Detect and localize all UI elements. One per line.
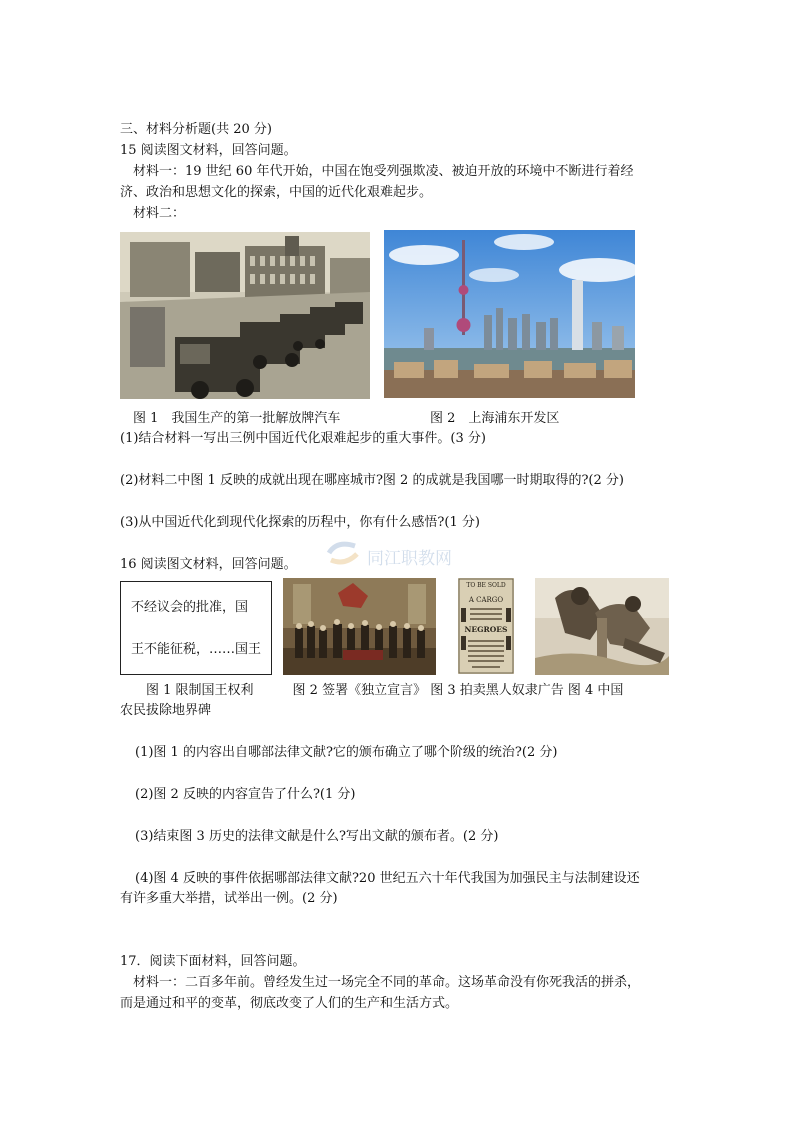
- fig4-farmers-photo: [535, 578, 669, 675]
- fig2-declaration-painting: [283, 578, 436, 675]
- q15-stem: 15 阅读图文材料，回答问题。: [120, 143, 297, 158]
- q16-captions-line1: 图 1 限制国王权利 图 2 签署《独立宣言》 图 3 拍卖黑人奴隶广告 图 4 中国: [146, 683, 624, 698]
- watermark: [325, 538, 485, 572]
- q16-sub3: (3)结束图 3 历史的法律文献是什么?写出文献的颁布者。(2 分): [135, 829, 499, 844]
- watermark-text: 同江职教网: [367, 549, 452, 569]
- q15-sub3: (3)从中国近代化到现代化探索的历程中，你有什么感悟?(1 分): [120, 515, 480, 530]
- fig1-text-box: [120, 581, 272, 675]
- fig2-pudong-photo: [384, 230, 635, 398]
- q15-material1-line1: 材料一：19 世纪 60 年代开始，中国在饱受列强欺凌、被迫开放的环境中不断进行着经: [133, 164, 634, 179]
- q16-sub2: (2)图 2 反映的内容宣告了什么?(1 分): [135, 787, 356, 802]
- poster-line2: A CARGO: [468, 596, 504, 604]
- q16-sub4-line1: (4)图 4 反映的事件依据哪部法律文献?20 世纪五六十年代我国为加强民主与法制建设还: [135, 871, 640, 886]
- q15-material2-label: 材料二：: [133, 206, 186, 221]
- section-title: 三、材料分析题(共 20 分): [120, 122, 272, 137]
- q15-material1-line2: 济、政治和思想文化的探索，中国的近代化艰难起步。: [120, 185, 433, 200]
- q16-captions-line2: 农民拔除地界碑: [120, 703, 212, 718]
- fig1-trucks-photo: [120, 232, 370, 399]
- q16-sub4-line2: 有许多重大举措，试举出一例。(2 分): [120, 891, 338, 906]
- fig1-caption: 图 1 我国生产的第一批解放牌汽车: [133, 411, 341, 426]
- q15-sub1: (1)结合材料一写出三例中国近代化艰难起步的重大事件。(3 分): [120, 431, 486, 446]
- fig3-slave-auction-poster: [458, 578, 514, 674]
- q17-material1-line2: 而是通过和平的变革，彻底改变了人们的生产和生活方式。: [120, 996, 459, 1011]
- box-line1: 不经议会的批准，国: [131, 600, 249, 615]
- q15-sub2: (2)材料二中图 1 反映的成就出现在哪座城市?图 2 的成就是我国哪一时期取得的?(2 分): [120, 473, 624, 488]
- q16-sub1: (1)图 1 的内容出自哪部法律文献?它的颁布确立了哪个阶级的统治?(2 分): [135, 745, 558, 760]
- fig2-caption: 图 2 上海浦东开发区: [430, 411, 560, 426]
- box-line2: 王不能征税，……国王: [131, 642, 262, 657]
- watermark-logo-icon: [325, 538, 361, 568]
- q17-material1-line1: 材料一：二百多年前。曾经发生过一场完全不同的革命。这场革命没有你死我活的拼杀，: [133, 975, 641, 990]
- poster-line3: NEGROES: [464, 625, 508, 634]
- poster-line1: TO BE SOLD: [466, 582, 506, 589]
- q16-stem: 16 阅读图文材料，回答问题。: [120, 557, 297, 572]
- q17-stem: 17．阅读下面材料，回答问题。: [120, 954, 306, 969]
